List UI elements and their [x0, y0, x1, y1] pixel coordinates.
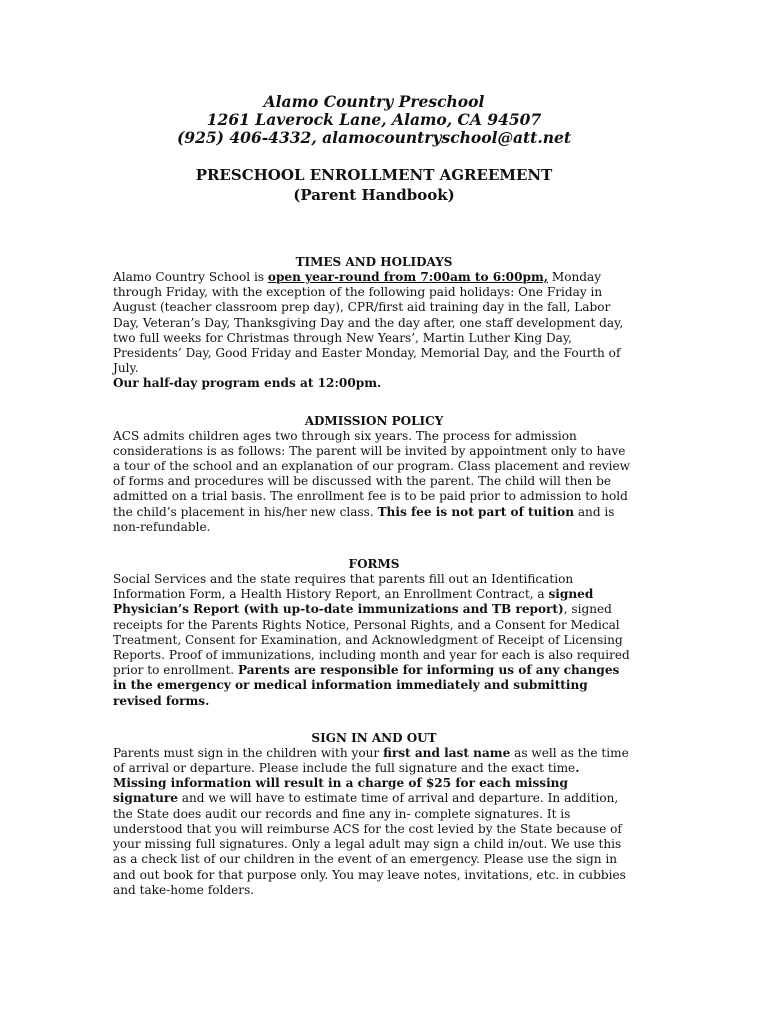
section-body	[113, 746, 635, 898]
section-heading: SIGN IN AND OUT	[311, 730, 437, 745]
school-contact: (925) 406-4332, alamocountryschool@att.net	[176, 128, 572, 147]
letterhead	[113, 93, 635, 147]
missing-signature-charge: Missing information will result in a charge of $25 for each missing signature	[113, 776, 568, 806]
text-run: as well as the time of arrival or departure. Please include the full signature and the exact time	[113, 745, 629, 776]
section-times-and-holidays	[113, 255, 635, 392]
text-run: Alamo Country School is	[113, 270, 268, 284]
text-run: and is non-refundable.	[113, 504, 615, 534]
section-body	[113, 270, 635, 376]
text-run: Social Services and the state requires that parents fill out an Identification Information Form, a Health History Report, an Enrollment Contract, a	[113, 572, 574, 602]
document-title	[113, 165, 635, 205]
school-name: Alamo Country Preschool	[263, 92, 485, 111]
text-run: Parents must sign in the children with your	[113, 745, 384, 760]
section-forms	[113, 557, 635, 709]
parent-responsibility-emphasis: Parents are responsible for informing us of any changes in the emergency or medical information immediately and submitting revised forms.	[113, 663, 620, 708]
text-run: and we will have to estimate time of arrival and departure. In addition, the State does audit our records and fine any in- complete signatures. It is understood that you will reimburse ACS for the cost levied by the State because of your missing full signatures. Only a legal adult may sign a child in/out. We use this as a check list of our children in the event of an emergency. Please use the sign in and out book for that purpose only. You may leave notes, invitations, etc. in cubbies and take-home folders.	[113, 791, 626, 897]
school-address: 1261 Laverock Lane, Alamo, CA 94507	[206, 110, 542, 129]
text-run: Monday through Friday, with the exception of the following paid holidays: One Friday in August (teacher classroom prep day), CPR/first aid training day in the fall, Labor Day, Veteran’s Day, Thanksgiving Day and the day after, one staff development day, two full weeks for Christmas through New Years’, Martin Luther King Day, Presidents’ Day, Good Friday and Easter Monday, Memorial Day, and the Fourth of July.	[113, 270, 624, 376]
section-heading: FORMS	[348, 557, 400, 572]
section-heading: TIMES AND HOLIDAYS	[295, 255, 453, 269]
text-run: ACS admits children ages two through six years. The process for admission considerations is as follows: The parent will be invited by appointment only to have a tour of the school and an explanation of our program. Class placement and review of forms and procedures will be discussed with the parent. The child will then be admitted on a trial basis. The enrollment fee is to be paid prior to admission to hold the child’s placement in his/her new class.	[113, 428, 630, 519]
half-day-note: Our half-day program ends at 12:00pm.	[113, 376, 382, 391]
hours-emphasis: open year-round from 7:00am to 6:00pm,	[267, 270, 548, 284]
period-emphasis: .	[575, 761, 580, 776]
section-admission-policy	[113, 414, 635, 535]
section-body	[113, 572, 635, 709]
document-page	[113, 93, 635, 898]
title-line-2: (Parent Handbook)	[293, 186, 455, 204]
text-run: , signed receipts for the Parents Rights Notice, Personal Rights, and a Consent for Medical Treatment, Consent for Examination, and Acknowledgment of Receipt of Licensing Reports. Proof of immunizations, including month and year for each is also required prior to enrollment.	[113, 602, 630, 678]
section-heading: ADMISSION POLICY	[304, 413, 444, 428]
title-line-1: PRESCHOOL ENROLLMENT AGREEMENT	[195, 166, 553, 184]
section-sign-in-and-out	[113, 731, 635, 898]
section-body	[113, 429, 635, 535]
fee-emphasis: This fee is not part of tuition	[377, 504, 574, 519]
physician-report-emphasis: signed Physician’s Report (with up-to-date immunizations and TB report)	[113, 587, 594, 617]
name-emphasis: first and last name	[383, 745, 511, 760]
